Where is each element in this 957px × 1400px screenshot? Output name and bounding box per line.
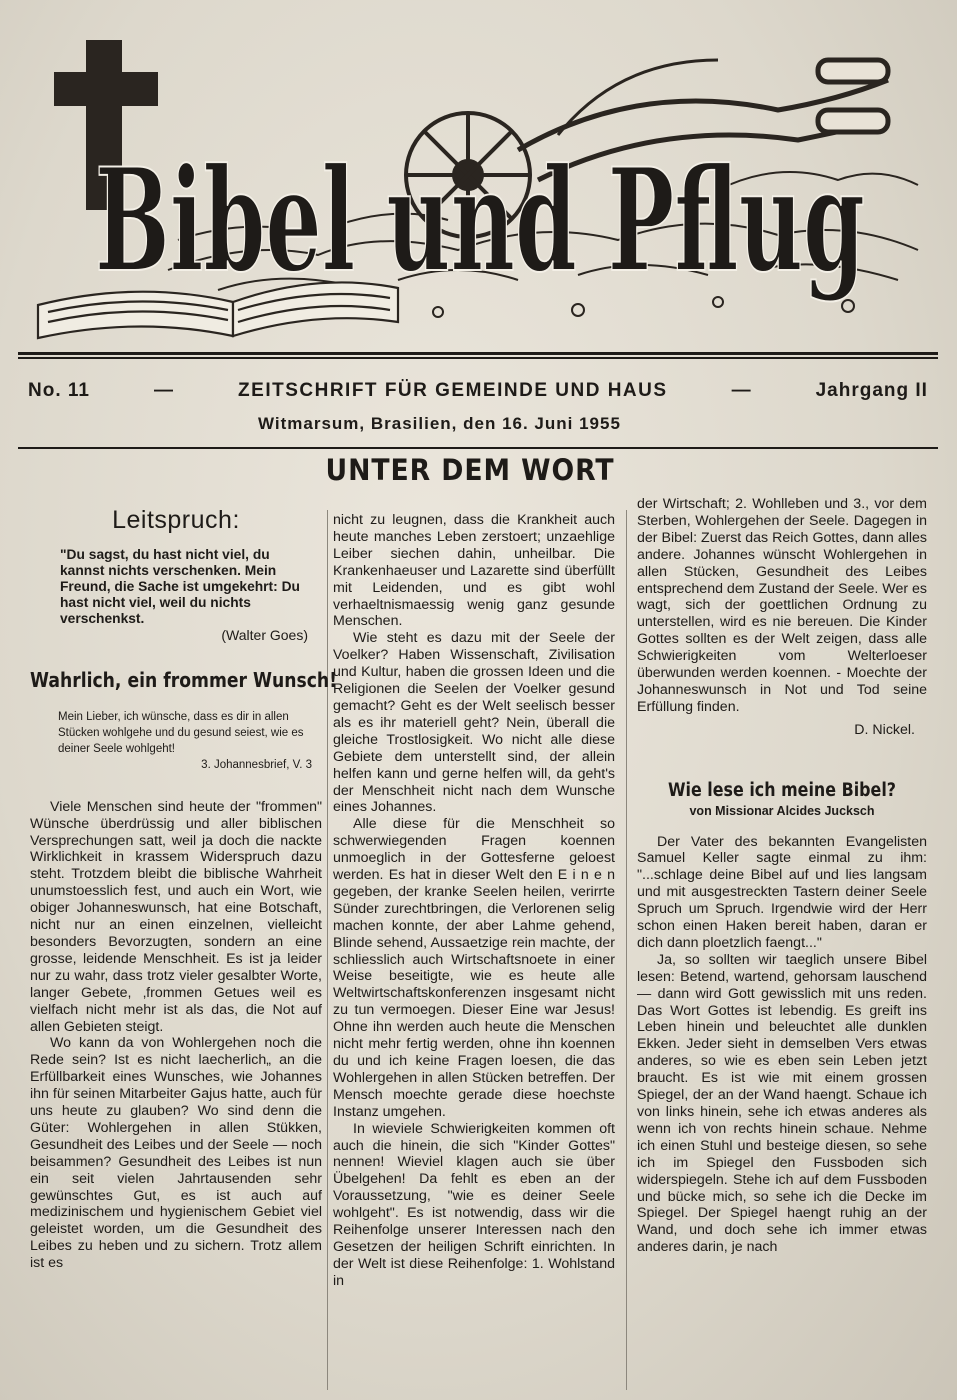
article-1-paragraph-3: nicht zu leugnen, dass die Krankheit auch heute manches Leben zerstoert; unzaehlige Leiber siechen dahin, unheilbar. Die Krankenhaeuser und Lazarette sind überfüllt mit Leidenden, und es gibt wohl verhaeltnismaessig wenig ganz gesunde Menschen.: [333, 512, 615, 630]
article-2-title: Wie lese ich meine Bibel?: [667, 779, 897, 801]
masthead-artwork: [18, 40, 938, 360]
dateline: Witmarsum, Brasilien, den 16. Juni 1955: [258, 414, 621, 433]
article-1-paragraph-1: Viele Menschen sind heute der "frommen" Wünsche überdrüssig und aller biblischen Versprechungen satt, weil ja doch die nackte Wirklichkeit in krassem Widerspruch dazu steht. Trotzdem bleibt die biblische Wahrheit unumstoesslich fest, und auch ein Wort, wie obiger Johanneswunsch, hat eine Botschaft, nicht nur an einen einzelnen, vielleicht besonders Bevorzugten, sondern an eine grosse, leidende Menschheit. Es ist ja leider nur zu wahr, dass trotz vieler gesalbter Worte, langer Gebete, ‚frommen Getues weil es vielfach nicht mehr ist als das, die Not auf allen Gebieten steigt.: [30, 798, 322, 1035]
article-1-paragraph-5: Alle diese für die Menschheit so schwerwiegenden Fragen koennen unmoeglich in der Gottesferne geloest werden. Es hat in dieser Welt den E i n e n gegeben, der kranke Seelen heilen, verirrte Sünder zurechtbringen, die Verlorenen selig machen konnte, der aber Lahme gehend, Blinde sehend, Aussaetzige rein machte, der schliesslich auch Wirtschaftsnoete in einer Weise beseitigte, wie es heute alle Weltwirtschaftskonferenzen insgesamt nicht zu tun vermoegen. Dieser Eine war Jesus! Ohne ihn werden auch heute die Menschen nicht mehr fertig werden, ohne ihn koennen du und ich keine Fragen loesen, die das Wohlergehen in allen Stücken betreffen. Der Mensch moechte gerade diese hoechste Instanz umgehen.: [333, 816, 615, 1120]
volume-label: Jahrgang II: [815, 380, 928, 401]
article-2-paragraph-1: Der Vater des bekannten Evangelisten Samuel Keller sagte einmal zu ihm: "...schlage deine Bibel auf und lies langsam und mit ausgestreckten Tastern deiner Seele Spruch um Spruch. Irgendwie wird der Herr schon einen Haken bereit haben, daran er dich dann ploetzlich faengt...": [637, 833, 927, 951]
masthead-illustration: [18, 40, 938, 360]
issue-number: No. 11: [28, 380, 90, 401]
article-2-byline: von Missionar Alcides Jucksch: [689, 803, 875, 818]
column-rule-1: [327, 510, 328, 1390]
issue-dash-1: —: [154, 380, 175, 401]
column-1: [30, 506, 337, 1272]
article-1-paragraph-4: Wie steht es dazu mit der Seele der Voelker? Haben Wissenschaft, Zivilisation und Kultur, haben die grossen Ideen und die Religionen die Seelen der Voelker gesund gemacht? Geht es der Welt seelisch besser als es ihr materiell geht? Nein, überall die gleiche Trostlosigkeit. Wo nicht alle diese Gebiete dem unterstellt sind, der allein helfen kann und gerne helfen will, da geht's der Menschheit nicht nach dem Wunsche eines Johannes.: [333, 630, 615, 816]
column-3: [637, 496, 927, 1256]
issue-line: [28, 380, 928, 402]
main-title: UNTER DEM WORT: [325, 453, 615, 487]
article-1-motto: [30, 709, 322, 773]
motto-text: Mein Lieber, ich wünsche, dass es dir in allen Stücken wohlgehe und du gesund seiest, wie es deiner Seele wohlgeht!: [58, 710, 304, 755]
header-rule: [18, 447, 938, 449]
leitspruch-quote: "Du sagst, du hast nicht viel, du kannst nichts verschenken. Mein Freund, die Sache ist umgekehrt: Du hast nicht viel, weil du nichts verschenkst.: [60, 546, 300, 626]
masthead-rule: [18, 352, 938, 355]
masthead-title: Bibel und Pflug: [95, 138, 865, 304]
leitspruch-heading: Leitspruch:: [112, 506, 240, 534]
issue-dash-2: —: [731, 380, 752, 401]
column-rule-2: [626, 510, 627, 1390]
article-1-paragraph-6: In wieviele Schwierigkeiten kommen oft auch die hinein, die sich "Kinder Gottes" nennen! Wieviel klagen auch sie über Übelgehen! Da fehlt es eben an der Voraussetzung, "wie es deiner Seele wohlgeht". Es ist notwendig, dass wir die Reihenfolge unserer Interessen nach den Gesetzen der heiligen Schrift einrichten. In der Welt ist diese Reihenfolge: 1. Wohlstand in: [333, 1120, 615, 1289]
motto-reference: 3. Johannesbrief, V. 3: [201, 758, 312, 771]
article-1-signature: D. Nickel.: [854, 721, 915, 738]
column-2: [333, 512, 615, 1290]
article-2-paragraph-2: Ja, so sollten wir taeglich unsere Bibel lesen: Betend, wartend, gehorsam lauschend — dann wird Gott gewisslich mit uns reden. Das Wort Gottes ist lebendig. Es greift ins Leben hinein und beleuchtet alle dunklen Ekken. Jeder sieht in demselben Vers etwas anderes, so wie es eben sein Leben jetzt braucht. Es ist wie mit einem grossen Spiegel, der an der Wand haengt. Schaue ich von links hinein, sehe ich etwas anderes als wenn ich von rechts hinein schaue. Nehme ich einen Stuhl und besteige diesen, so sehe ich im Spiegel den Fussboden sich widerspiegeln. Stehe ich auf dem Fussboden und bücke mich, so sehe ich die Decke im Spiegel. Der Spiegel haengt ruhig an der Wand, und doch sehe ich immer etwas anderes darin, je nach: [637, 951, 927, 1256]
publication-subtitle: ZEITSCHRIFT FÜR GEMEINDE UND HAUS: [238, 380, 668, 401]
article-1-paragraph-2: Wo kann da von Wohlergehen noch die Rede sein? Ist es nicht laecherlich„ an die Erfüllbarkeit eines Wunsches, wie Johannes ihn für seinen Mitarbeiter Gajus hatte, auch für uns heute zu glauben? Wo sind denn die Güter: Wohlergehen in allen Stükken, Gesundheit des Leibes und der Seele — noch beisammen? Gesundheit des Leibes ist nun ein seit vielen Jahrtausenden sehr gewünschtes Gut, es ist auch auf medizinischem und hygienischem Gebiet viel geleistet worden, um die Gesundheit des Leibes zu heben und zu sichern. Trotz allem ist es: [30, 1035, 322, 1272]
article-1-paragraph-7: der Wirtschaft; 2. Wohlleben und 3., vor dem Sterben, Wohlergehen der Seele. Dagegen in der Bibel: Zuerst das Reich Gottes, dann alles andere. Johannes wünscht Wohlergehen in allen Stücken, Gesundheit des Leibes entsprechend dem Zustand der Seele. Wer es wagt, sich der goettlichen Ordnung zu unterstellen, wird es nie bereuen. Die Kinder Gottes sollten es der Welt zeigen, dass alle Schwierigkeiten vom Welterloeser überwunden werden koennen. - Moechte der Johanneswunsch in Not und Tod seine Erfüllung finden.: [637, 496, 927, 715]
leitspruch-author: (Walter Goes): [221, 626, 308, 643]
masthead-rule-thin: [18, 357, 938, 359]
article-1-title: Wahrlich, ein frommer Wunsch!: [30, 667, 337, 692]
